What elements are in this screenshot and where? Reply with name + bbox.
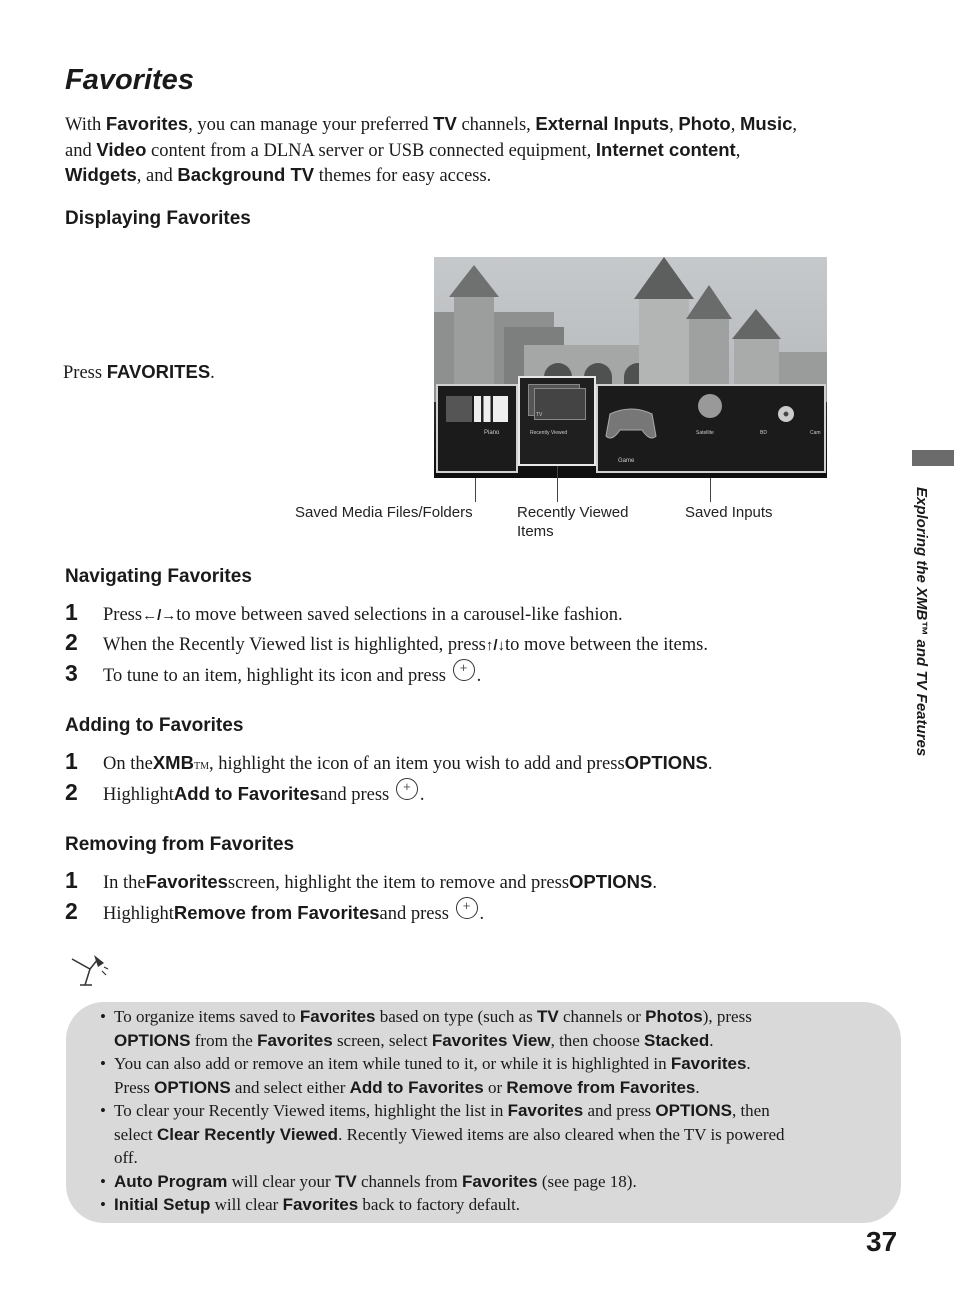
callout-saved-media: Saved Media Files/Folders <box>295 504 473 521</box>
chapter-side-title: Exploring the XMB™ and TV Features <box>913 487 930 757</box>
chapter-tab-marker <box>912 450 954 466</box>
nav-step-3: 3 To tune to an item, highlight its icon and press + . <box>65 659 481 687</box>
press-favorites-instruction: Press FAVORITES. <box>63 361 215 383</box>
tile-label: Cam <box>810 430 821 436</box>
callout-line <box>710 478 711 502</box>
hint-item: • To clear your Recently Viewed items, highlight the list in Favorites and press OPTIONS, then select Clear Recently Viewed. Recently Viewed items are also cleared when the TV is powered off. <box>100 1099 870 1170</box>
enter-button-icon <box>456 897 478 919</box>
add-step-2: 2 Highlight Add to Favorites and press + . <box>65 778 425 806</box>
remove-step-1: 1 In the Favorites screen, highlight the item to remove and press OPTIONS . <box>65 867 657 893</box>
nav-step-1: 1 Press ←/→ to move between saved selections in a carousel-like fashion. <box>65 599 623 625</box>
section-heading-adding: Adding to Favorites <box>65 715 244 736</box>
hint-lamp-icon <box>70 953 110 989</box>
callout-line <box>557 466 558 502</box>
saved-media-tile[interactable] <box>436 384 518 473</box>
callout-line <box>475 478 476 502</box>
tile-label: BD <box>760 430 767 436</box>
saved-inputs-tile[interactable] <box>596 384 826 473</box>
callout-recently-viewed: Recently Viewed Items <box>517 504 629 540</box>
tile-label: Piano <box>484 430 500 436</box>
tile-label: TV <box>536 412 543 418</box>
hint-item: • Auto Program will clear your TV channels from Favorites (see page 18). <box>100 1170 870 1194</box>
intro-paragraph: With Favorites, you can manage your preferred TV channels, External Inputs, Photo, Music, and Video content from a DLNA server or USB connected equipment, Internet content, Widgets, and Background TV themes for easy access. <box>65 113 798 186</box>
tile-label: Recently Viewed <box>530 430 568 436</box>
enter-button-icon <box>396 778 418 800</box>
section-heading-displaying: Displaying Favorites <box>65 208 251 229</box>
photo-thumbnail-icon <box>446 396 472 422</box>
page-title: Favorites <box>65 64 194 96</box>
satellite-dish-icon <box>698 394 722 418</box>
page-number: 37 <box>866 1226 898 1257</box>
hint-list <box>100 1005 870 1217</box>
hint-item: • You can also add or remove an item while tuned to it, or while it is highlighted in Favorites. Press OPTIONS and select either Add to Favorites or Remove from Favorites. <box>100 1052 870 1099</box>
disc-icon <box>778 406 794 422</box>
tile-label: Game <box>618 458 635 464</box>
add-step-1: 1 On the XMB TM , highlight the icon of an item you wish to add and press OPTIONS . <box>65 748 713 774</box>
remove-step-2: 2 Highlight Remove from Favorites and press + . <box>65 897 484 925</box>
section-heading-removing: Removing from Favorites <box>65 834 295 855</box>
left-right-arrows-icon: ←/→ <box>142 607 177 624</box>
enter-button-icon <box>453 659 475 681</box>
section-heading-navigating: Navigating Favorites <box>65 566 252 587</box>
nav-step-2: 2 When the Recently Viewed list is highlighted, press ↑/↓ to move between the items. <box>65 629 708 655</box>
tile-label: Satellite <box>696 430 714 436</box>
up-down-arrows-icon: ↑/↓ <box>485 637 506 654</box>
callout-saved-inputs: Saved Inputs <box>685 504 773 521</box>
favorites-screen-image <box>434 257 827 478</box>
piano-icon <box>474 396 508 422</box>
hint-item: • To organize items saved to Favorites based on type (such as TV channels or Photos), press OPTIONS from the Favorites screen, select Favorites View, then choose Stacked. <box>100 1005 870 1052</box>
game-controller-icon <box>604 404 658 444</box>
hint-item: • Initial Setup will clear Favorites back to factory default. <box>100 1193 870 1217</box>
recently-viewed-tile[interactable] <box>518 376 596 466</box>
